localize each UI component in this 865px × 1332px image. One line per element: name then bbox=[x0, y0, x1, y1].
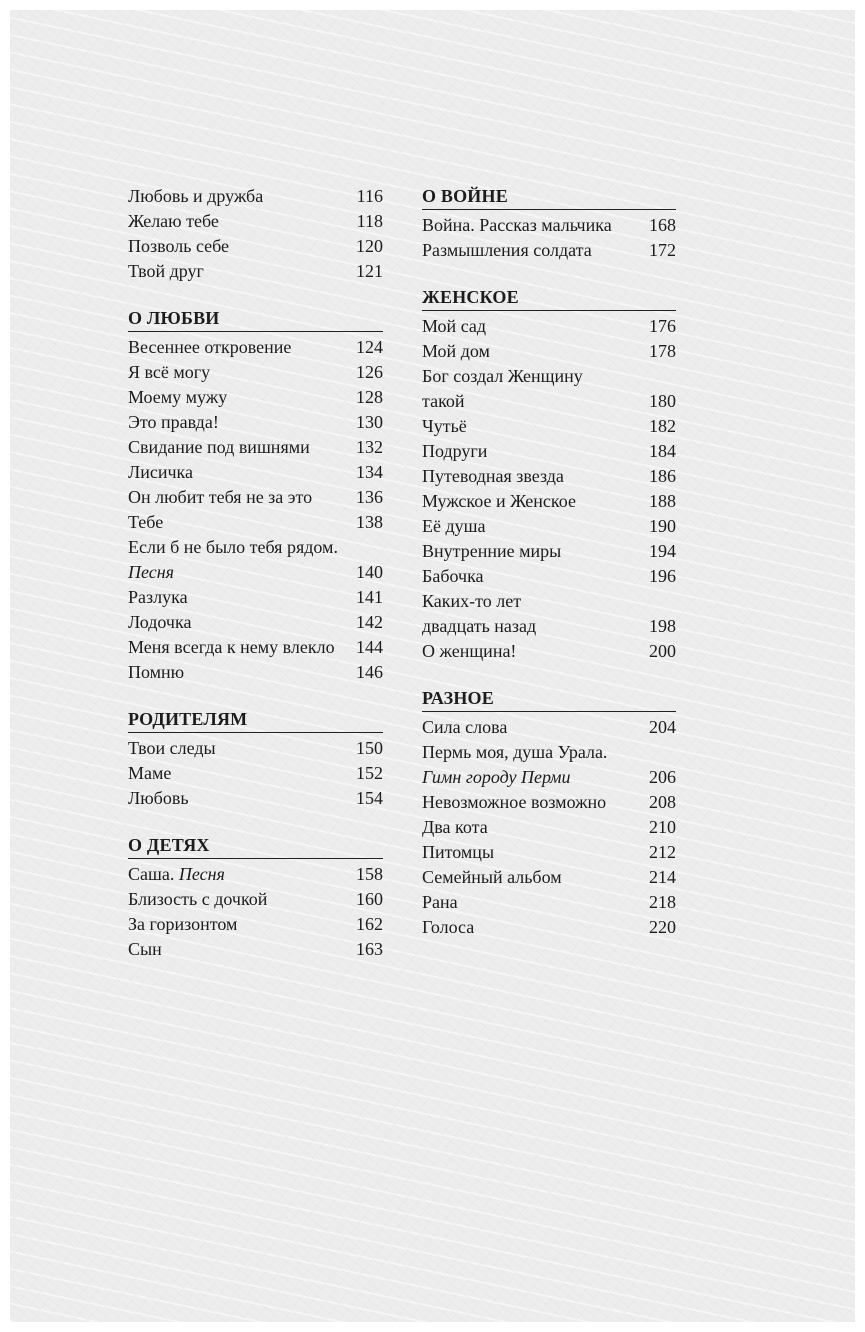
entry-title bbox=[422, 614, 536, 639]
entry-page-number: 132 bbox=[356, 437, 383, 457]
entry-title-text: Рана bbox=[422, 892, 458, 912]
toc-entry[interactable] bbox=[128, 410, 383, 435]
toc-section bbox=[128, 833, 383, 962]
toc-entry[interactable] bbox=[422, 389, 676, 414]
toc-entry[interactable] bbox=[128, 335, 383, 360]
toc-entry[interactable] bbox=[128, 460, 383, 485]
toc-entry[interactable] bbox=[422, 414, 676, 439]
entry-page-number: 184 bbox=[649, 441, 676, 461]
entry-title bbox=[422, 213, 612, 238]
entry-page-number: 208 bbox=[649, 792, 676, 812]
entry-title bbox=[422, 564, 484, 589]
entry-page-number: 220 bbox=[649, 917, 676, 937]
entry-title bbox=[128, 410, 219, 435]
entry-title-text: Питомцы bbox=[422, 842, 495, 862]
entry-page-number: 162 bbox=[356, 914, 383, 934]
entry-title-text: Любовь bbox=[128, 788, 189, 808]
toc-entry[interactable] bbox=[422, 790, 676, 815]
entry-title-text: Мой сад bbox=[422, 316, 487, 336]
entry-page-number: 163 bbox=[356, 939, 383, 959]
entry-page-number: 212 bbox=[649, 842, 676, 862]
toc-entry[interactable] bbox=[128, 761, 383, 786]
entry-page-number: 160 bbox=[356, 889, 383, 909]
entry-title bbox=[422, 389, 465, 414]
entry-title bbox=[128, 335, 291, 360]
entry-page-number: 180 bbox=[649, 391, 676, 411]
entry-title bbox=[128, 635, 335, 660]
entry-page-number: 214 bbox=[649, 867, 676, 887]
toc-entry[interactable] bbox=[128, 610, 383, 635]
entry-title bbox=[128, 862, 225, 887]
book-page bbox=[10, 10, 855, 1322]
toc-section bbox=[128, 306, 383, 685]
entry-title-text: Твои следы bbox=[128, 738, 216, 758]
entry-title-text: Чутьё bbox=[422, 416, 467, 436]
toc-section bbox=[422, 285, 676, 664]
entry-title-text: Саша. bbox=[128, 864, 179, 884]
entry-title-text: О женщина! bbox=[422, 641, 517, 661]
toc-entry[interactable] bbox=[422, 865, 676, 890]
entry-page-number: 134 bbox=[356, 462, 383, 482]
entry-page-number: 188 bbox=[649, 491, 676, 511]
entry-page-number: 218 bbox=[649, 892, 676, 912]
entry-page-number: 142 bbox=[356, 612, 383, 632]
entry-title bbox=[128, 937, 162, 962]
entry-title-text: Любовь и дружба bbox=[128, 186, 264, 206]
entry-subtitle-italic: Гимн городу Перми bbox=[422, 767, 571, 787]
entry-title bbox=[128, 585, 188, 610]
section-heading: О ВОЙНЕ bbox=[422, 184, 676, 210]
entry-title bbox=[422, 865, 562, 890]
entry-title bbox=[422, 364, 583, 389]
entry-title bbox=[128, 209, 219, 234]
entry-title bbox=[422, 890, 458, 915]
entry-page-number: 182 bbox=[649, 416, 676, 436]
entry-page-number: 198 bbox=[649, 616, 676, 636]
toc-entry[interactable] bbox=[422, 514, 676, 539]
section-heading: РАЗНОЕ bbox=[422, 686, 676, 712]
entry-title bbox=[128, 887, 267, 912]
toc-entry[interactable] bbox=[128, 660, 383, 685]
entry-page-number: 158 bbox=[356, 864, 383, 884]
entry-title bbox=[128, 786, 189, 811]
toc-entry[interactable] bbox=[422, 339, 676, 364]
entry-title bbox=[422, 514, 486, 539]
toc-entry[interactable] bbox=[128, 184, 383, 209]
entry-title bbox=[128, 761, 171, 786]
toc-entry[interactable] bbox=[422, 840, 676, 865]
section-heading: ЖЕНСКОЕ bbox=[422, 285, 676, 311]
entry-title-text: Позволь себе bbox=[128, 236, 230, 256]
entry-title-text: Я всё могу bbox=[128, 362, 211, 382]
section-heading: О ЛЮБВИ bbox=[128, 306, 383, 332]
toc-entry[interactable] bbox=[422, 740, 676, 765]
entry-title-text: Меня всегда к нему влекло bbox=[128, 637, 335, 657]
toc-entry[interactable] bbox=[422, 614, 676, 639]
entry-page-number: 150 bbox=[356, 738, 383, 758]
entry-title bbox=[128, 535, 338, 560]
entry-title bbox=[422, 740, 607, 765]
entry-page-number: 118 bbox=[356, 211, 383, 231]
toc-entry[interactable] bbox=[128, 937, 383, 962]
toc-entry[interactable] bbox=[128, 510, 383, 535]
toc-section bbox=[128, 707, 383, 811]
toc-entry[interactable] bbox=[422, 364, 676, 389]
entry-page-number: 178 bbox=[649, 341, 676, 361]
entry-title-text: Каких-то лет bbox=[422, 591, 522, 611]
toc-entry[interactable] bbox=[128, 385, 383, 410]
entry-title-text: Невозможное возможно bbox=[422, 792, 607, 812]
entry-page-number: 152 bbox=[356, 763, 383, 783]
entry-title-text: Сила слова bbox=[422, 717, 508, 737]
entry-title bbox=[128, 435, 310, 460]
entry-title-text: Маме bbox=[128, 763, 172, 783]
toc-section bbox=[422, 184, 676, 263]
entry-title-text: Мой дом bbox=[422, 341, 490, 361]
entry-title bbox=[422, 339, 490, 364]
entry-page-number: 172 bbox=[649, 240, 676, 260]
toc-entry[interactable] bbox=[128, 736, 383, 761]
entry-title-text: Если б не было тебя рядом. bbox=[128, 537, 338, 557]
entry-title-text: Помню bbox=[128, 662, 185, 682]
entry-title bbox=[422, 639, 516, 664]
entry-title-text: Бог создал Женщину bbox=[422, 366, 583, 386]
toc-right-column bbox=[422, 184, 676, 962]
toc-entry[interactable] bbox=[128, 259, 383, 284]
entry-title-text: Голоса bbox=[422, 917, 475, 937]
entry-title bbox=[422, 715, 507, 740]
toc-entry[interactable] bbox=[128, 912, 383, 937]
entry-page-number: 194 bbox=[649, 541, 676, 561]
entry-title-text: Моему мужу bbox=[128, 387, 228, 407]
entry-title-text: Бабочка bbox=[422, 566, 484, 586]
entry-title-text: двадцать назад bbox=[422, 616, 537, 636]
toc-entry[interactable] bbox=[422, 314, 676, 339]
entry-title-text: Два кота bbox=[422, 817, 488, 837]
entry-page-number: 141 bbox=[356, 587, 383, 607]
entry-title bbox=[128, 485, 312, 510]
toc-entry[interactable] bbox=[128, 209, 383, 234]
entry-title bbox=[128, 736, 216, 761]
section-heading: О ДЕТЯХ bbox=[128, 833, 383, 859]
toc-entry[interactable] bbox=[128, 360, 383, 385]
entry-title-text: Мужское и Женское bbox=[422, 491, 576, 511]
entry-title-text: Её душа bbox=[422, 516, 486, 536]
entry-title-text: Путеводная звезда bbox=[422, 466, 564, 486]
entry-page-number: 130 bbox=[356, 412, 383, 432]
entry-title bbox=[422, 238, 592, 263]
entry-page-number: 144 bbox=[356, 637, 383, 657]
entry-title-text: Лодочка bbox=[128, 612, 192, 632]
toc-entry[interactable] bbox=[422, 589, 676, 614]
entry-title bbox=[422, 589, 521, 614]
entry-title-text: Желаю тебе bbox=[128, 211, 219, 231]
entry-title-text: Война. Рассказ мальчика bbox=[422, 215, 612, 235]
entry-page-number: 138 bbox=[356, 512, 383, 532]
toc-entry[interactable] bbox=[422, 564, 676, 589]
toc-entry[interactable] bbox=[422, 890, 676, 915]
toc-section bbox=[422, 686, 676, 940]
entry-page-number: 154 bbox=[356, 788, 383, 808]
toc-entry[interactable] bbox=[128, 560, 383, 585]
entry-title bbox=[128, 510, 163, 535]
entry-page-number: 200 bbox=[649, 641, 676, 661]
entry-title bbox=[422, 815, 488, 840]
toc-entry[interactable] bbox=[422, 539, 676, 564]
entry-title bbox=[128, 259, 204, 284]
toc-entry[interactable] bbox=[128, 234, 383, 259]
entry-page-number: 140 bbox=[356, 562, 383, 582]
entry-page-number: 136 bbox=[356, 487, 383, 507]
section-heading: РОДИТЕЛЯМ bbox=[128, 707, 383, 733]
entry-title-text: За горизонтом bbox=[128, 914, 238, 934]
toc-entry[interactable] bbox=[422, 639, 676, 664]
entry-page-number: 168 bbox=[649, 215, 676, 235]
entry-title-text: Свидание под вишнями bbox=[128, 437, 310, 457]
entry-title bbox=[422, 539, 561, 564]
toc-entry[interactable] bbox=[128, 535, 383, 560]
entry-title bbox=[128, 184, 263, 209]
entry-page-number: 190 bbox=[649, 516, 676, 536]
toc-entry[interactable] bbox=[128, 435, 383, 460]
entry-title bbox=[422, 765, 571, 790]
toc-entry[interactable] bbox=[422, 464, 676, 489]
toc-entry[interactable] bbox=[128, 635, 383, 660]
entry-title-text: Лисичка bbox=[128, 462, 193, 482]
entry-title bbox=[128, 912, 237, 937]
entry-title bbox=[422, 464, 564, 489]
entry-subtitle-italic: Песня bbox=[178, 864, 225, 884]
toc-entry[interactable] bbox=[422, 815, 676, 840]
entry-title bbox=[422, 840, 494, 865]
toc-entry[interactable] bbox=[128, 887, 383, 912]
entry-page-number: 121 bbox=[356, 261, 383, 281]
entry-title-text: Твой друг bbox=[128, 261, 204, 281]
entry-title-text: Семейный альбом bbox=[422, 867, 562, 887]
entry-title bbox=[422, 414, 467, 439]
entry-title bbox=[422, 439, 487, 464]
entry-title-text: Это правда! bbox=[128, 412, 219, 432]
entry-title bbox=[128, 385, 227, 410]
entry-subtitle-italic: Песня bbox=[128, 562, 175, 582]
entry-title-text: Пермь моя, душа Урала. bbox=[422, 742, 608, 762]
entry-page-number: 126 bbox=[356, 362, 383, 382]
entry-title-text: Сын bbox=[128, 939, 162, 959]
entry-page-number: 120 bbox=[356, 236, 383, 256]
entry-page-number: 206 bbox=[649, 767, 676, 787]
entry-title-text: Разлука bbox=[128, 587, 188, 607]
toc-left-column bbox=[128, 184, 383, 984]
entry-page-number: 146 bbox=[356, 662, 383, 682]
entry-title-text: такой bbox=[422, 391, 465, 411]
entry-page-number: 124 bbox=[356, 337, 383, 357]
entry-title bbox=[128, 234, 229, 259]
entry-title-text: Весеннее откровение bbox=[128, 337, 292, 357]
entry-title-text: Внутренние миры bbox=[422, 541, 562, 561]
toc-entry[interactable] bbox=[128, 786, 383, 811]
toc-entry[interactable] bbox=[128, 862, 383, 887]
toc-entry[interactable] bbox=[422, 439, 676, 464]
entry-title bbox=[422, 915, 474, 940]
entry-title-text: Близость с дочкой bbox=[128, 889, 268, 909]
entry-title-text: Тебе bbox=[128, 512, 164, 532]
entry-title-text: Он любит тебя не за это bbox=[128, 487, 313, 507]
entry-title bbox=[128, 460, 193, 485]
entry-page-number: 176 bbox=[649, 316, 676, 336]
entry-title-text: Размышления солдата bbox=[422, 240, 592, 260]
entry-title-text: Подруги bbox=[422, 441, 488, 461]
entry-page-number: 186 bbox=[649, 466, 676, 486]
toc-entry[interactable] bbox=[422, 489, 676, 514]
toc-entry[interactable] bbox=[422, 213, 676, 238]
entry-title bbox=[128, 360, 210, 385]
entry-title bbox=[422, 790, 606, 815]
entry-page-number: 204 bbox=[649, 717, 676, 737]
toc-section bbox=[128, 184, 383, 284]
toc-entry[interactable] bbox=[422, 715, 676, 740]
entry-page-number: 128 bbox=[356, 387, 383, 407]
entry-title bbox=[128, 560, 174, 585]
toc-entry[interactable] bbox=[422, 765, 676, 790]
entry-page-number: 116 bbox=[356, 186, 383, 206]
entry-page-number: 210 bbox=[649, 817, 676, 837]
toc-entry[interactable] bbox=[422, 915, 676, 940]
entry-title bbox=[422, 314, 486, 339]
entry-title bbox=[422, 489, 576, 514]
toc-entry[interactable] bbox=[422, 238, 676, 263]
toc-entry[interactable] bbox=[128, 585, 383, 610]
entry-page-number: 196 bbox=[649, 566, 676, 586]
entry-title bbox=[128, 660, 184, 685]
toc-entry[interactable] bbox=[128, 485, 383, 510]
entry-title bbox=[128, 610, 191, 635]
